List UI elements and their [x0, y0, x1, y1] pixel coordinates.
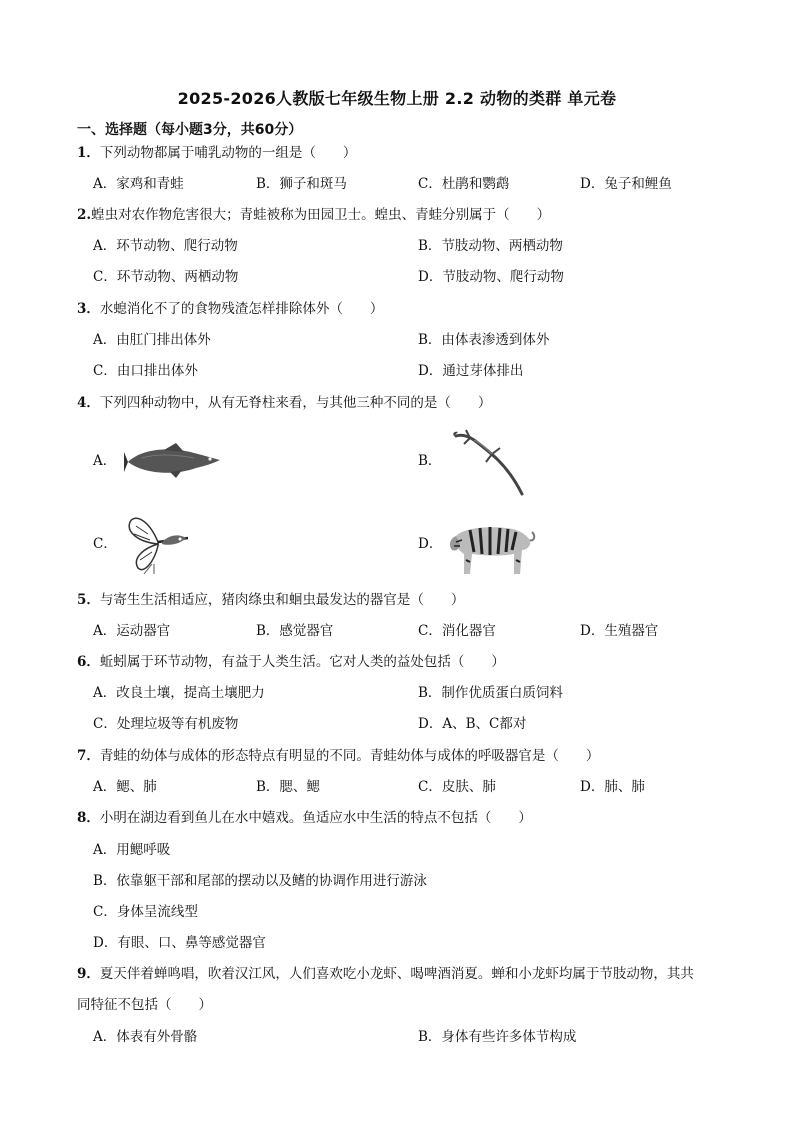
question-number: 9． [77, 966, 100, 982]
option-d[interactable]: D． [418, 536, 443, 552]
option-b[interactable]: B． [418, 453, 442, 469]
question-number: 4． [77, 395, 100, 411]
question-2 [77, 205, 550, 225]
option-b[interactable]: B．依靠躯干部和尾部的摆动以及鳍的协调作用进行游泳 [93, 873, 427, 889]
option-d[interactable]: D．生殖器官 [580, 623, 659, 639]
section-title: 一、选择题（每小题3分，共60分） [77, 122, 303, 138]
question-3 [77, 299, 383, 319]
option-d[interactable]: D．A、B、C都对 [418, 716, 527, 732]
option-c[interactable]: C．环节动物、两栖动物 [93, 269, 239, 285]
butterfly-image[interactable] [124, 512, 200, 576]
option-c[interactable]: C．身体呈流线型 [93, 904, 198, 920]
question-text: 蝗虫对农作物危害很大；青蛙被称为田园卫士。蝗虫、青蛙分别属于（ ） [91, 207, 551, 223]
option-a[interactable]: A．改良土壤，提高土壤肥力 [93, 685, 265, 701]
question-7 [77, 746, 599, 766]
option-b[interactable]: B．节肢动物、两栖动物 [418, 238, 563, 254]
question-1 [77, 143, 356, 163]
question-number: 2. [77, 207, 92, 223]
option-b[interactable]: B．身体有些许多体节构成 [418, 1029, 577, 1045]
question-9 [77, 964, 694, 984]
option-a[interactable]: A．环节动物、爬行动物 [93, 238, 238, 254]
option-c[interactable]: C．杜鹃和鹦鹉 [418, 176, 510, 192]
option-c[interactable]: C． [93, 536, 117, 552]
option-a[interactable]: A．家鸡和青蛙 [93, 176, 184, 192]
lizard-image[interactable] [448, 426, 528, 498]
option-d[interactable]: D．有眼、口、鼻等感觉器官 [93, 935, 266, 951]
question-text: 与寄生生活相适应，猪肉绦虫和蛔虫最发达的器官是（ ） [99, 592, 465, 608]
option-a[interactable]: A．由肛门排出体外 [93, 332, 211, 348]
question-number: 1． [77, 145, 100, 161]
question-8 [77, 808, 532, 828]
question-text: 蚯蚓属于环节动物，有益于人类生活。它对人类的益处包括（ ） [99, 654, 505, 670]
option-b[interactable]: B．由体表渗透到体外 [418, 332, 550, 348]
page-title: 2025-2026人教版七年级生物上册 2.2 动物的类群 单元卷 [177, 89, 617, 108]
option-d[interactable]: D．肺、肺 [580, 779, 645, 795]
question-number: 8． [77, 810, 100, 826]
question-number: 6． [77, 654, 100, 670]
question-number: 7． [77, 748, 100, 764]
question-text: 下列四种动物中，从有无脊柱来看，与其他三种不同的是（ ） [99, 395, 492, 411]
question-number: 5． [77, 592, 100, 608]
question-number: 3． [77, 301, 100, 317]
question-5 [77, 590, 464, 610]
question-text: 下列动物都属于哺乳动物的一组是（ ） [99, 145, 357, 161]
question-text: 夏天伴着蝉鸣唱，吹着汉江风，人们喜欢吃小龙虾、喝啤酒消夏。蝉和小龙虾均属于节肢动物，其共 [99, 966, 694, 982]
option-c[interactable]: C．皮肤、肺 [418, 779, 496, 795]
option-b[interactable]: B．制作优质蛋白质饲料 [418, 685, 563, 701]
option-a[interactable]: A．运动器官 [93, 623, 171, 639]
option-d[interactable]: D．节肢动物、爬行动物 [418, 269, 564, 285]
question-9-continued: 同特征不包括（ ） [77, 997, 212, 1013]
fish-image[interactable] [124, 440, 224, 480]
option-d[interactable]: D．通过芽体排出 [418, 363, 524, 379]
option-a[interactable]: A．用鳃呼吸 [93, 842, 171, 858]
option-b[interactable]: B．腮、鳃 [256, 779, 320, 795]
option-a[interactable]: A．鳃、肺 [93, 779, 157, 795]
option-a[interactable]: A． [93, 453, 117, 469]
question-text: 小明在湖边看到鱼儿在水中嬉戏。鱼适应水中生活的特点不包括（ ） [99, 810, 532, 826]
option-d[interactable]: D．兔子和鲤鱼 [580, 176, 672, 192]
question-text: 水螅消化不了的食物残渣怎样排除体外（ ） [99, 301, 384, 317]
tiger-image[interactable] [446, 514, 536, 580]
question-text: 青蛙的幼体与成体的形态特点有明显的不同。青蛙幼体与成体的呼吸器官是（ ） [99, 748, 600, 764]
option-a[interactable]: A．体表有外骨骼 [93, 1029, 198, 1045]
option-c[interactable]: C．处理垃圾等有机废物 [93, 716, 239, 732]
option-c[interactable]: C．消化器官 [418, 623, 496, 639]
option-c[interactable]: C．由口排出体外 [93, 363, 198, 379]
option-b[interactable]: B．感觉器官 [256, 623, 334, 639]
question-6 [77, 652, 505, 672]
question-4 [77, 393, 491, 413]
option-b[interactable]: B．狮子和斑马 [256, 176, 347, 192]
